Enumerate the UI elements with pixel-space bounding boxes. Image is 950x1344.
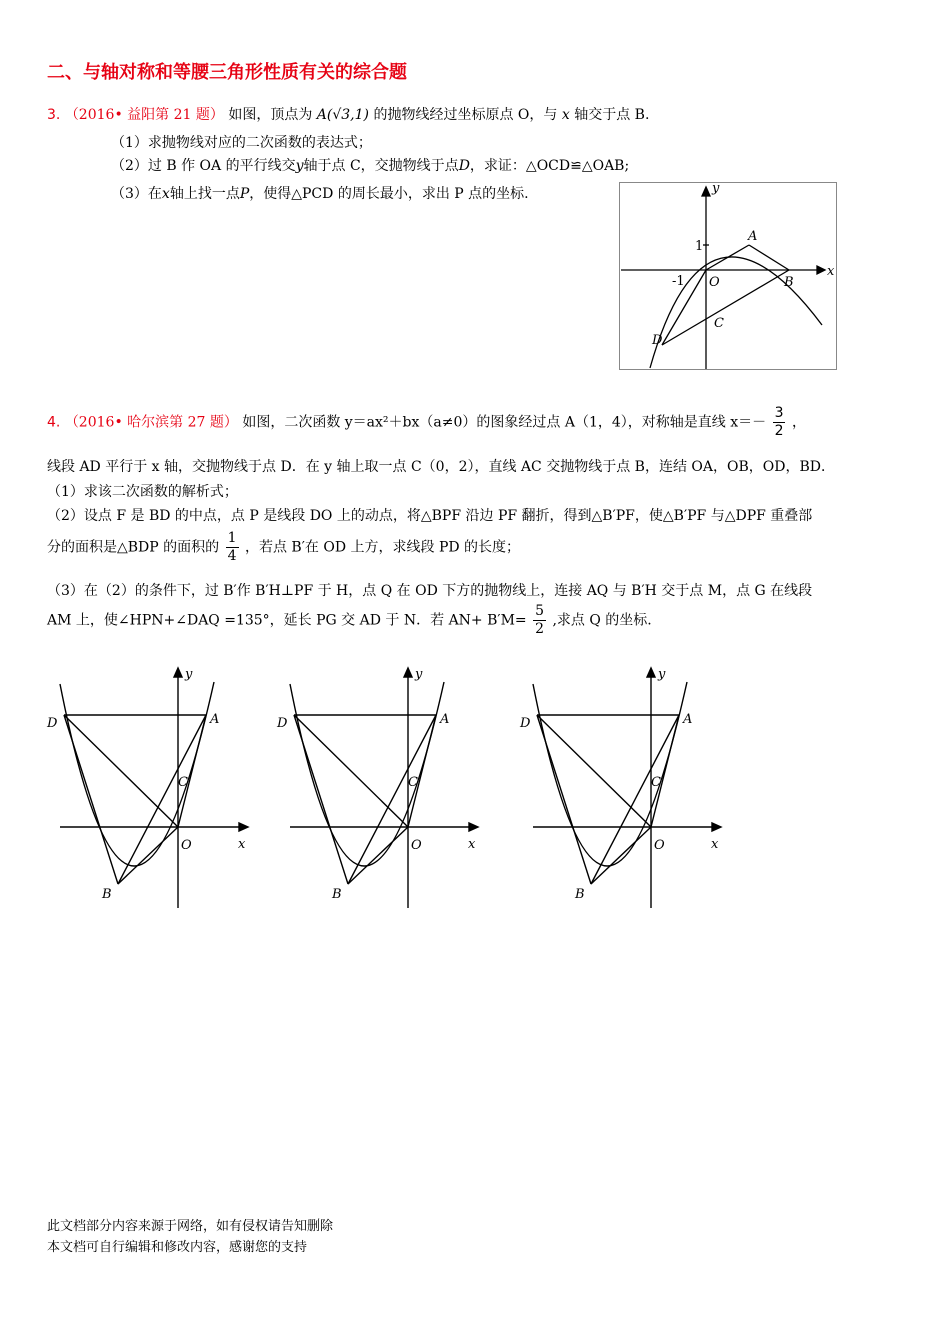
problem-3-number: 3. xyxy=(47,107,61,123)
q3-text-c: ，使得△PCD 的周长最小，求出 P 点的坐标. xyxy=(249,186,529,202)
frac3-numerator: 5 xyxy=(535,603,545,619)
fig4c-point-c: C xyxy=(651,775,661,790)
fig4b-point-d: D xyxy=(277,716,288,731)
figure-problem-4-c xyxy=(513,660,733,910)
fig4a-point-c: C xyxy=(178,775,188,790)
problem-3-question-2 xyxy=(111,155,629,175)
q2-text-b: 轴于点 C，交抛物线于点 xyxy=(303,158,459,174)
problem-4-question-3-b xyxy=(47,603,652,638)
segment-oa xyxy=(651,715,679,827)
point-d-variable: D xyxy=(458,158,470,174)
fig3-tick-neg1: -1 xyxy=(672,274,685,289)
fig3-y-label: y xyxy=(712,182,720,196)
q3c-text: ,求点 Q 的坐标. xyxy=(552,612,652,629)
frac2-numerator: 1 xyxy=(227,530,237,546)
section-heading: 二、与轴对称和等腰三角形性质有关的综合题 xyxy=(47,62,407,83)
fig4b-x-label: x xyxy=(468,837,476,852)
fig4a-point-b: B xyxy=(102,887,112,902)
frac3-denominator: 2 xyxy=(535,621,545,637)
segment-ob xyxy=(591,827,651,884)
fig4c-point-d: D xyxy=(520,716,531,731)
segment-ab xyxy=(591,715,679,884)
point-p-variable: P xyxy=(239,186,250,202)
problem-3-text-3: 轴交于点 B. xyxy=(574,107,650,123)
problem-3-text-2: 的抛物线经过坐标原点 O，与 xyxy=(373,107,558,123)
fig4c-point-b: B xyxy=(575,887,585,902)
figure-problem-3 xyxy=(619,182,837,370)
x-variable-2: x xyxy=(161,186,170,202)
y-axis-arrow xyxy=(174,668,182,677)
y-axis-arrow xyxy=(404,668,412,677)
fig4a-x-label: x xyxy=(238,837,246,852)
fig4c-x-label: x xyxy=(711,837,719,852)
q3-text-a: （3）在 xyxy=(111,186,162,202)
x-axis-arrow xyxy=(712,823,721,831)
problem-4-line-2: 线段 AD 平行于 x 轴，交抛物线于点 D．在 y 轴上取一点 C（0，2），直线 AC 交抛物线于点 B，连结 OA，OB，OD，BD． xyxy=(47,459,835,475)
fig3-point-a: A xyxy=(748,229,758,244)
fig4a-origin-label: O xyxy=(181,838,192,853)
fig4b-point-b: B xyxy=(332,887,342,902)
segment-ab xyxy=(348,715,436,884)
fig3-point-b: B xyxy=(784,275,794,290)
frac1-numerator: 3 xyxy=(774,405,784,421)
segment-od xyxy=(537,715,651,827)
footer-line-1: 此文档部分内容来源于网络，如有侵权请告知删除 xyxy=(47,1219,334,1234)
x-axis-arrow xyxy=(239,823,248,831)
fig4b-point-c: C xyxy=(408,775,418,790)
figure-problem-4-a xyxy=(40,660,260,910)
fig3-point-c: C xyxy=(714,316,724,331)
segment-bd xyxy=(294,715,348,884)
problem-4-question-2-b xyxy=(47,530,520,565)
frac2-denominator: 4 xyxy=(227,548,237,564)
q3-text-b: 轴上找一点 xyxy=(169,186,240,202)
fig3-x-label: x xyxy=(827,264,835,279)
figure-problem-4-b xyxy=(270,660,490,910)
y-axis-arrow xyxy=(647,668,655,677)
segment-ob xyxy=(348,827,408,884)
segment-od xyxy=(294,715,408,827)
q2-text-a: （2）过 B 作 OA 的平行线交 xyxy=(111,158,296,174)
segment-bd xyxy=(64,715,118,884)
fig4c-y-label: y xyxy=(658,667,666,682)
problem-4-text-1-end: ， xyxy=(791,414,806,431)
y-variable: y xyxy=(295,158,304,174)
problem-3-question-3 xyxy=(111,183,529,203)
fraction-one-quarter xyxy=(226,530,239,565)
problem-4-line-1 xyxy=(47,405,806,440)
fig3-point-d: D xyxy=(652,333,663,348)
fig4c-point-a: A xyxy=(683,712,693,727)
fig4a-point-a: A xyxy=(210,712,220,727)
segment-oa xyxy=(408,715,436,827)
point-a-label: A(√3,1) xyxy=(316,107,370,123)
segment-ab xyxy=(118,715,206,884)
q3b-text: AM 上，使∠HPN+∠DAQ =135°，延长 PG 交 AD 于 N．若 AN+ B′M= xyxy=(47,612,527,629)
problem-3-question-1: （1）求抛物线对应的二次函数的表达式； xyxy=(111,135,372,151)
fig4a-point-d: D xyxy=(47,716,58,731)
segment-oa xyxy=(178,715,206,827)
problem-4-question-1: （1）求该二次函数的解析式； xyxy=(47,484,238,500)
q2c-text: ，若点 B′在 OD 上方，求线段 PD 的长度； xyxy=(244,539,521,556)
fraction-three-halves xyxy=(773,405,786,440)
fig4b-y-label: y xyxy=(415,667,423,682)
x-variable: x xyxy=(561,107,570,123)
x-axis-arrow xyxy=(469,823,478,831)
problem-3-intro xyxy=(47,104,649,124)
problem-4-question-2-a: （2）设点 F 是 BD 的中点，点 P 是线段 DO 上的动点，将△BPF 沿边 PF 翻折，得到△B′PF，使△B′PF 与△DPF 重叠部 xyxy=(47,508,813,524)
q2b-text: 分的面积是△BDP 的面积的 xyxy=(47,539,220,556)
segment-od xyxy=(64,715,178,827)
fig4b-point-a: A xyxy=(440,712,450,727)
fig4c-origin-label: O xyxy=(654,838,665,853)
segment-bd xyxy=(537,715,591,884)
problem-3-source: （2016• 益阳第 21 题） xyxy=(64,107,224,123)
problem-4-source: （2016• 哈尔滨第 27 题） xyxy=(64,414,238,431)
fig3-tick-1: 1 xyxy=(695,239,704,254)
problem-4-number: 4. xyxy=(47,414,61,431)
fig4a-y-label: y xyxy=(185,667,193,682)
footer-line-2: 本文档可自行编辑和修改内容，感谢您的支持 xyxy=(47,1240,308,1255)
problem-4-question-3-a: （3）在（2）的条件下，过 B′作 B′H⊥PF 于 H，点 Q 在 OD 下方的抛物线上，连接 AQ 与 B′H 交于点 M，点 G 在线段 xyxy=(47,583,813,599)
problem-3-text: 如图，顶点为 xyxy=(228,107,313,123)
fraction-five-halves xyxy=(533,603,546,638)
frac1-denominator: 2 xyxy=(774,423,784,439)
problem-4-text-1: 如图，二次函数 y＝ax²＋bx（a≠0）的图象经过点 A（1，4），对称轴是直线 x＝－ xyxy=(242,414,767,431)
q2-text-c: ，求证：△OCD≌△OAB; xyxy=(469,158,630,174)
segment-ob xyxy=(118,827,178,884)
fig3-origin-label: O xyxy=(709,275,720,290)
fig4b-origin-label: O xyxy=(411,838,422,853)
